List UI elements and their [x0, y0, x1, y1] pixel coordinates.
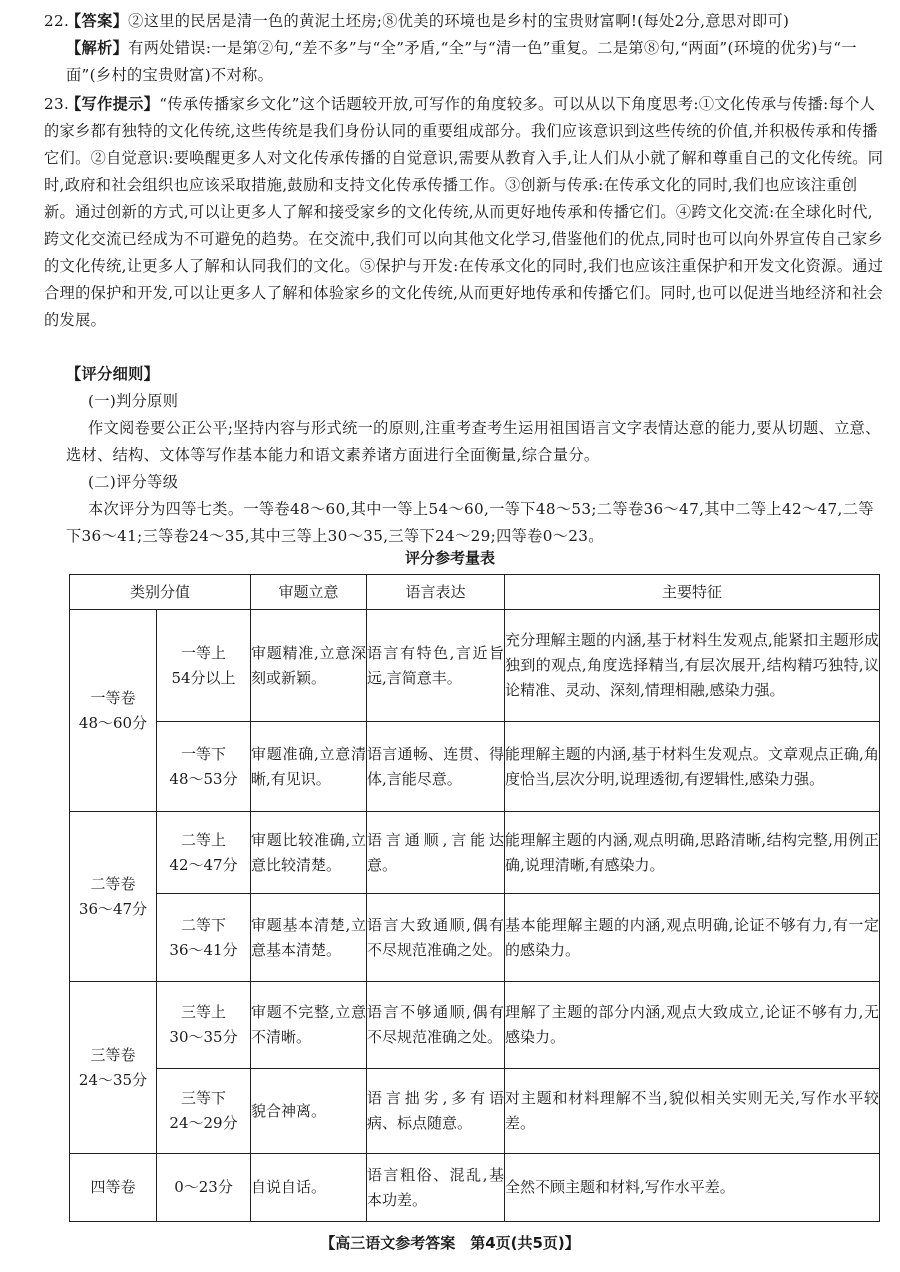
features-cell: 能理解主题的内涵,观点明确,思路清晰,结构完整,用例正确,说理清晰,有感染力。	[505, 812, 880, 894]
topic-cell: 审题比较准确,立意比较清楚。	[251, 812, 367, 894]
sub-grade-cell: 一等下 48～53分	[157, 722, 251, 812]
topic-cell: 审题准确,立意清晰,有见识。	[251, 722, 367, 812]
rules-paragraph-1: 作文阅卷要公正公平;坚持内容与形式统一的原则,注重考查考生运用祖国语言文字表情达意的能力,要从切题、立意、选材、结构、文体等写作基本能力和语文素养诸方面进行全面衡量,综合量分。	[66, 419, 881, 464]
features-cell: 基本能理解主题的内涵,观点明确,论证不够有力,有一定的感染力。	[505, 894, 880, 982]
header-features: 主要特征	[505, 575, 880, 610]
topic-cell: 自说自话。	[251, 1154, 367, 1222]
table-row	[70, 894, 880, 982]
topic-cell: 审题基本清楚,立意基本清楚。	[251, 894, 367, 982]
language-cell: 语言通顺,言能达意。	[367, 812, 505, 894]
table-row	[70, 812, 880, 894]
grade-group-cell: 二等卷 36～47分	[70, 812, 157, 982]
topic-cell: 审题不完整,立意不清晰。	[251, 982, 367, 1069]
table-row	[70, 1154, 880, 1222]
features-cell: 理解了主题的部分内涵,观点大致成立,论证不够有力,无感染力。	[505, 982, 880, 1069]
rules-paragraph-2: 本次评分为四等七类。一等卷48～60,其中一等上54～60,一等下48～53;二等卷36～47,其中二等上42～47,二等下36～41;三等卷24～35,其中三等上30～35,三等下24～29;四等卷0～23。	[66, 500, 874, 545]
sub-grade-cell: 一等上 54分以上	[157, 610, 251, 722]
sub-grade-cell: 0～23分	[157, 1154, 251, 1222]
question-number: 23.	[44, 95, 70, 113]
sub-grade-cell: 三等上 30～35分	[157, 982, 251, 1069]
language-cell: 语言拙劣,多有语病、标点随意。	[367, 1069, 505, 1154]
table-title: 评分参考量表	[404, 549, 495, 567]
header-topic: 审题立意	[251, 575, 367, 610]
writing-tip-label: 【写作提示】	[66, 95, 160, 113]
answer-text: ②这里的民居是清一色的黄泥土坯房;⑧优美的环境也是乡村的宝贵财富啊!(每处2分,意思对即可)	[128, 12, 790, 30]
features-cell: 能理解主题的内涵,基于材料生发观点。文章观点正确,角度恰当,层次分明,说理透彻,有逻辑性,感染力强。	[505, 722, 880, 812]
topic-cell: 审题精准,立意深刻或新颖。	[251, 610, 367, 722]
page-footer: 【高三语文参考答案 第4页(共5页)】	[320, 1234, 580, 1252]
grade-group-cell: 一等卷 48～60分	[70, 610, 157, 812]
language-cell: 语言大致通顺,偶有不尽规范准确之处。	[367, 894, 505, 982]
analysis-text: 有两处错误:一是第②句,“差不多”与“全”矛盾,“全”与“清一色”重复。二是第⑧句,“两面”(环境的优劣)与“一面”(乡村的宝贵财富)不对称。	[66, 39, 857, 84]
grade-group-cell: 四等卷	[70, 1154, 157, 1222]
question-22	[44, 8, 884, 89]
header-language: 语言表达	[367, 575, 505, 610]
scoring-table	[69, 574, 880, 1222]
features-cell: 充分理解主题的内涵,基于材料生发观点,能紧扣主题形成独到的观点,角度选择精当,有层次展开,结构精巧独特,议论精准、灵动、深刻,情理相融,感染力强。	[505, 610, 880, 722]
table-row	[70, 722, 880, 812]
sub-grade-cell: 二等上 42～47分	[157, 812, 251, 894]
table-row	[70, 610, 880, 722]
rules-subheading-2: (二)评分等级	[88, 473, 179, 491]
scoring-rules	[66, 361, 884, 550]
grade-group-cell: 三等卷 24～35分	[70, 982, 157, 1154]
question-number: 22.	[44, 12, 70, 30]
features-cell: 对主题和材料理解不当,貌似相关实则无关,写作水平较差。	[505, 1069, 880, 1154]
topic-cell: 貌合神离。	[251, 1069, 367, 1154]
sub-grade-cell: 二等下 36～41分	[157, 894, 251, 982]
features-cell: 全然不顾主题和材料,写作水平差。	[505, 1154, 880, 1222]
language-cell: 语言通畅、连贯、得体,言能尽意。	[367, 722, 505, 812]
analysis-label: 【解析】	[66, 39, 129, 57]
sub-grade-cell: 三等下 24～29分	[157, 1069, 251, 1154]
question-23	[44, 91, 884, 334]
answer-label: 【答案】	[66, 12, 129, 30]
scoring-rules-label: 【评分细则】	[66, 365, 160, 383]
language-cell: 语言粗俗、混乱,基本功差。	[367, 1154, 505, 1222]
writing-tip-text: “传承传播家乡文化”这个话题较开放,可写作的角度较多。可以从以下角度思考:①文化传承与传播:每个人的家乡都有独特的文化传统,这些传统是我们身份认同的重要组成部分。我们应该意识到这些传统的价值,并积极传承和传播它们。②自觉意识:要唤醒更多人对文化传承传播的自觉意识,需要从教育入手,让人们从小就了解和尊重自己的文化传统。同时,政府和社会组织也应该采取措施,鼓励和支持文化传承传播工作。③创新与传承:在传承文化的同时,我们也应该注重创新。通过创新的方式,可以让更多人了解和接受家乡的文化传统,从而更好地传承和传播它们。④跨文化交流:在全球化时代,跨文化交流已经成为不可避免的趋势。在交流中,我们可以向其他文化学习,借鉴他们的优点,同时也可以向外界宣传自己家乡的文化传统,让更多人了解和认同我们的文化。⑤保护与开发:在传承文化的同时,我们也应该注重保护和开发文化资源。通过合理的保护和开发,可以让更多人了解和体验家乡的文化传统,从而更好地传承和传播它们。同时,也可以促进当地经济和社会的发展。	[44, 95, 884, 329]
table-header-row	[70, 575, 880, 610]
header-category: 类别分值	[70, 575, 251, 610]
language-cell: 语言有特色,言近旨远,言简意丰。	[367, 610, 505, 722]
table-row	[70, 1069, 880, 1154]
language-cell: 语言不够通顺,偶有不尽规范准确之处。	[367, 982, 505, 1069]
rules-subheading-1: (一)判分原则	[88, 392, 179, 410]
table-row	[70, 982, 880, 1069]
